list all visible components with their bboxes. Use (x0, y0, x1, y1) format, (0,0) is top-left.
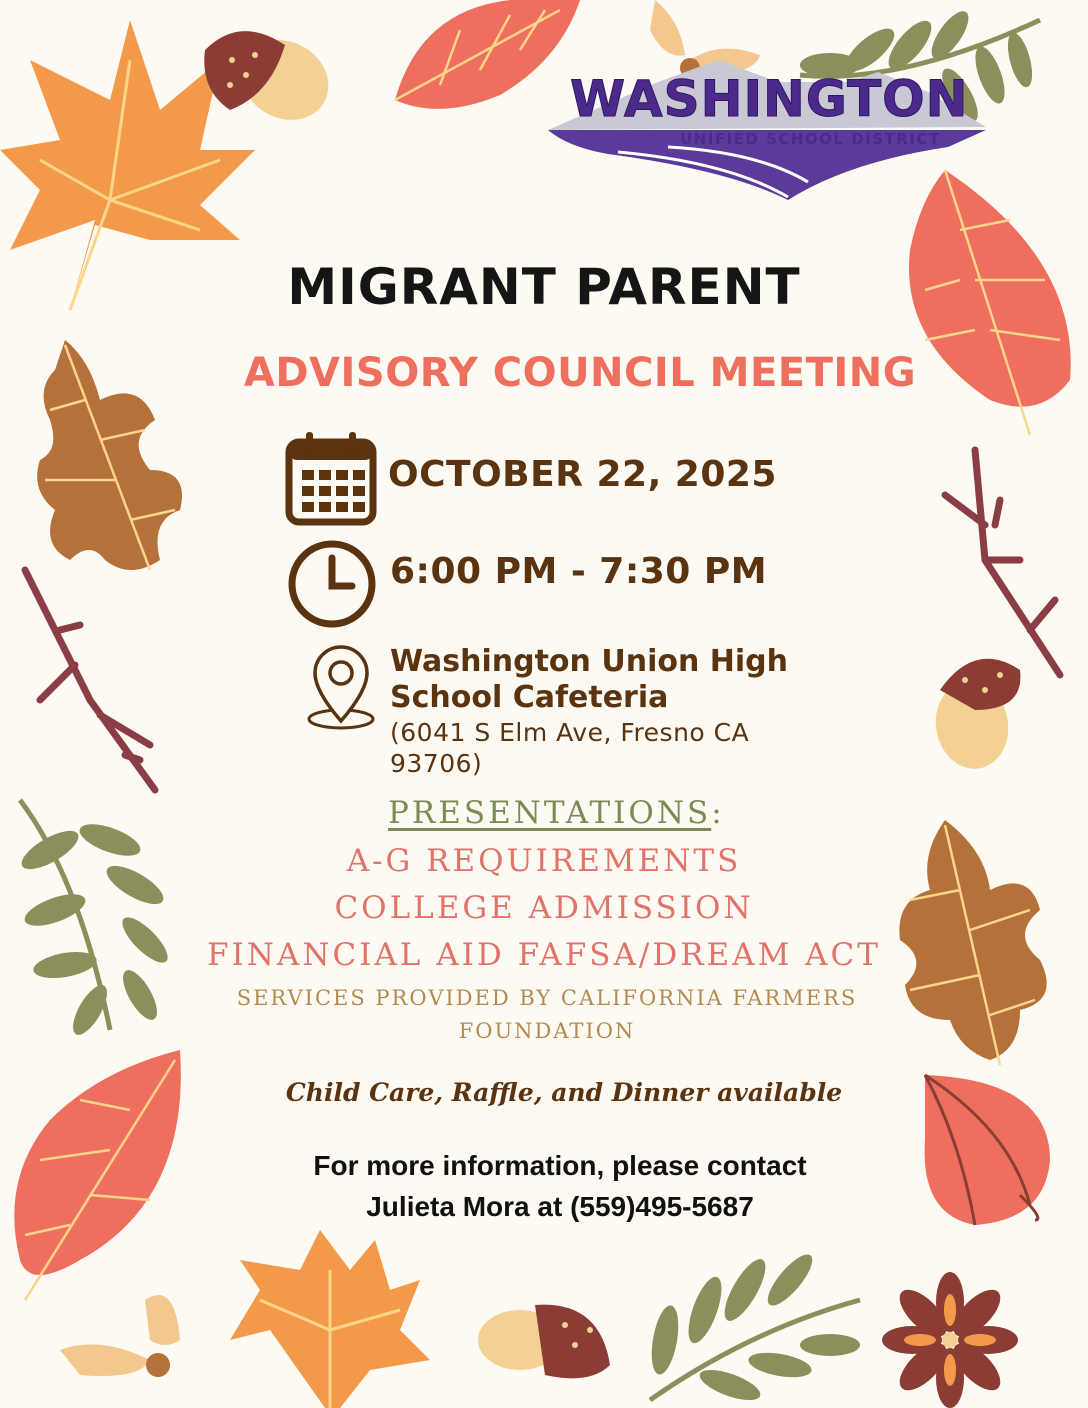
contact-info (220, 1145, 900, 1227)
title-line-2: ADVISORY COUNCIL MEETING (243, 350, 917, 396)
contact-line-1: For more information, please contact (313, 1150, 807, 1181)
clock-icon (286, 538, 378, 630)
event-date: OCTOBER 22, 2025 (388, 454, 777, 495)
presentations-heading-colon: : (711, 795, 725, 831)
location-pin-icon (305, 645, 377, 731)
fern-bottom (647, 1248, 860, 1406)
star-anise (882, 1272, 1018, 1408)
amenities-note: Child Care, Raffle, and Dinner available (285, 1078, 843, 1107)
presentations-heading-text: PRESENTATIONS (388, 795, 712, 831)
acorn-top (204, 25, 343, 136)
event-time: 6:00 PM - 7:30 PM (390, 551, 768, 592)
presentation-item: COLLEGE ADMISSION (334, 890, 754, 926)
twig-right (945, 450, 1060, 675)
acorn-bottom (478, 1305, 610, 1379)
district-logo (548, 52, 988, 207)
twig-left (25, 570, 155, 790)
presentation-item: FINANCIAL AID FAFSA/DREAM ACT (207, 937, 881, 973)
title-line-1: MIGRANT PARENT (287, 258, 801, 316)
acorn-right (929, 659, 1021, 775)
calendar-icon (284, 432, 378, 526)
services-provider: SERVICES PROVIDED BY CALIFORNIA FARMERS FOUNDATION (236, 986, 858, 1043)
presentation-item: A-G REQUIREMENTS (346, 843, 742, 879)
event-venue: Washington Union High School Cafeteria (390, 644, 788, 715)
event-address: (6041 S Elm Ave, Fresno CA 93706) (390, 718, 750, 778)
maple-leaf-bottom (230, 1230, 430, 1408)
contact-line-2: Julieta Mora at (559)495-5687 (366, 1191, 754, 1222)
logo-subtitle: UNIFIED SCHOOL DISTRICT (680, 130, 941, 148)
presentations-heading (388, 795, 725, 831)
logo-name: WASHINGTON (570, 70, 969, 128)
maple-seed-bottom-left (60, 1295, 180, 1377)
